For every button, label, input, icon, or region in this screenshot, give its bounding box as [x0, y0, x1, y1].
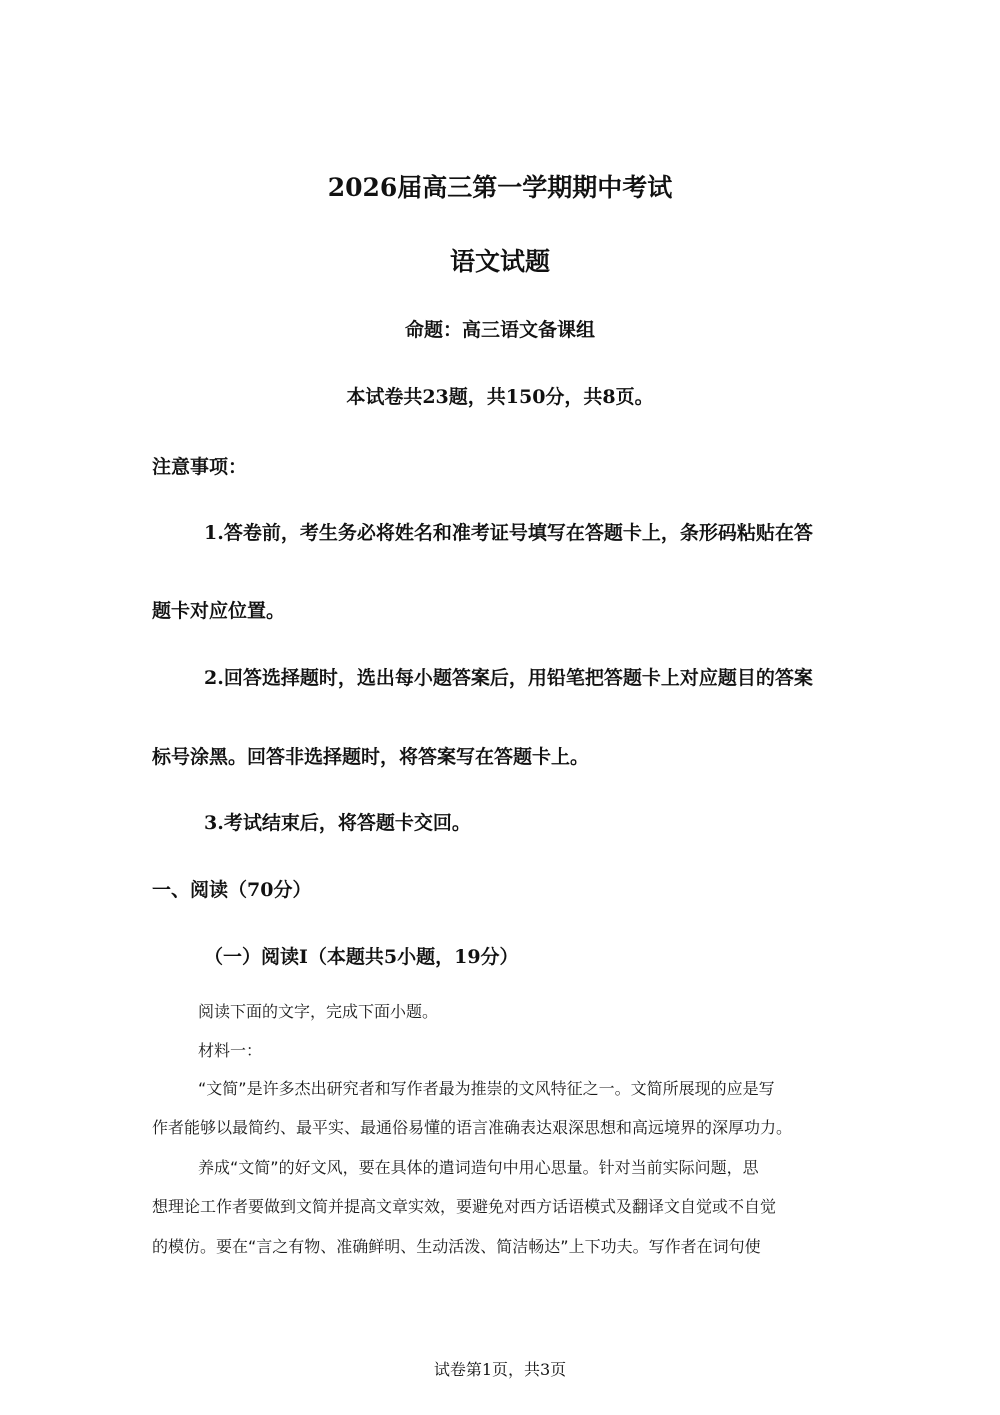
exam-info: 本试卷共23题，共150分，共8页。: [346, 386, 654, 408]
notes-heading: 注意事项：: [152, 456, 248, 478]
note-line-1: 1.答卷前，考生务必将姓名和准考证号填写在答题卡上，条形码粘贴在答: [204, 522, 813, 544]
note-line-4: 标号涂黑。回答非选择题时，将答案写在答题卡上。: [152, 746, 590, 768]
subsection-title: （一）阅读Ⅰ（本题共5小题，19分）: [204, 946, 519, 968]
note-line-2: 题卡对应位置。: [152, 600, 286, 622]
passage-line-1: 阅读下面的文字，完成下面小题。: [198, 1002, 439, 1021]
note-line-5: 3.考试结束后，将答题卡交回。: [204, 812, 471, 834]
exam-author: 命题：高三语文备课组: [404, 319, 595, 341]
passage-line-2: 材料一：: [198, 1041, 263, 1060]
exam-title: 2026届高三第一学期期中考试: [327, 173, 673, 202]
section-title: 一、阅读（70分）: [152, 879, 312, 901]
passage-line-7: 的模仿。要在“言之有物、准确鲜明、生动活泼、简洁畅达”上下功夫。写作者在词句使: [152, 1237, 761, 1256]
passage-line-5: 养成“文简”的好文风，要在具体的遣词造句中用心思量。针对当前实际问题，思: [198, 1158, 759, 1177]
note-line-3: 2.回答选择题时，选出每小题答案后，用铅笔把答题卡上对应题目的答案: [204, 667, 813, 689]
page-footer: 试卷第1页，共3页: [433, 1360, 567, 1379]
passage-line-6: 想理论工作者要做到文简并提高文章实效，要避免对西方话语模式及翻译文自觉或不自觉: [152, 1197, 777, 1216]
exam-subtitle: 语文试题: [449, 247, 550, 276]
passage-line-4: 作者能够以最简约、最平实、最通俗易懂的语言准确表达艰深思想和高远境界的深厚功力。: [152, 1118, 793, 1137]
passage-line-3: “文简”是许多杰出研究者和写作者最为推崇的文风特征之一。文简所展现的应是写: [198, 1079, 775, 1098]
